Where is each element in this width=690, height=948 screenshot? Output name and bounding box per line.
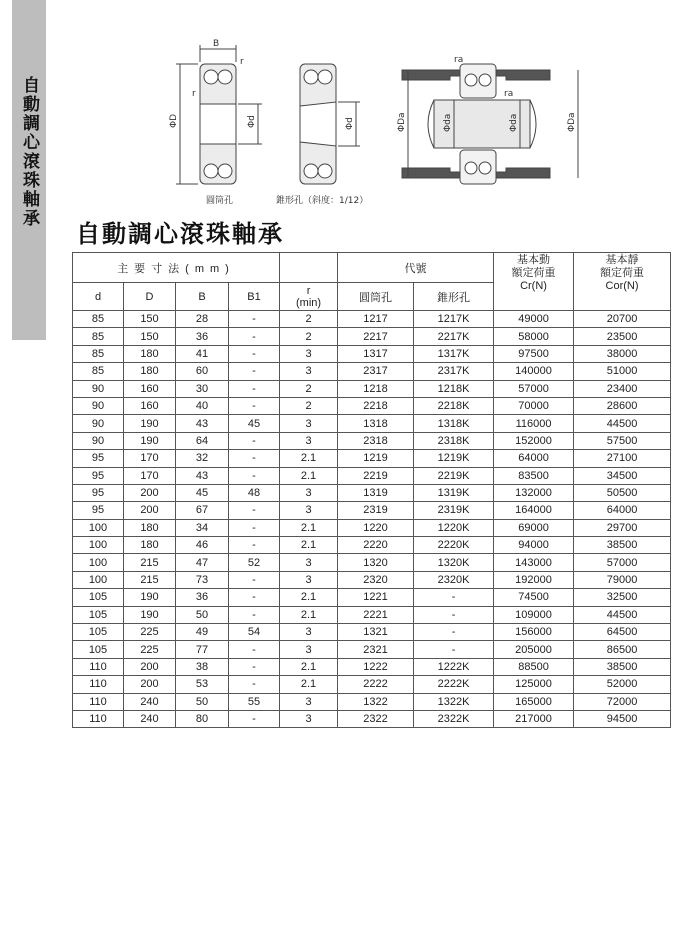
cell-dynamic-load: 143000: [494, 554, 574, 571]
table-row: [73, 450, 671, 467]
cell-cylindrical-code: 2218: [338, 397, 414, 414]
cell-B: 45: [176, 484, 229, 501]
cell-r: 3: [280, 345, 338, 362]
cell-static-load: 44500: [574, 606, 671, 623]
cell-cylindrical-code: 1317: [338, 345, 414, 362]
bearing-diagrams: [150, 36, 590, 211]
cell-B: 43: [176, 467, 229, 484]
cell-static-load: 72000: [574, 693, 671, 710]
cell-dynamic-load: 132000: [494, 484, 574, 501]
cell-dynamic-load: 165000: [494, 693, 574, 710]
header-static-load: [574, 253, 671, 311]
cell-B: 50: [176, 693, 229, 710]
cell-r: 3: [280, 432, 338, 449]
cell-B1: -: [229, 311, 280, 328]
cell-cylindrical-code: 2317: [338, 363, 414, 380]
table-row: [73, 311, 671, 328]
header-D: D: [124, 283, 176, 311]
cell-D: 200: [124, 658, 176, 675]
cell-cylindrical-code: 1319: [338, 484, 414, 501]
cell-D: 180: [124, 345, 176, 362]
cell-dynamic-load: 69000: [494, 519, 574, 536]
cell-d: 95: [73, 467, 124, 484]
cell-dynamic-load: 58000: [494, 328, 574, 345]
cell-static-load: 44500: [574, 415, 671, 432]
cell-static-load: 51000: [574, 363, 671, 380]
cell-r: 2.1: [280, 606, 338, 623]
cell-dynamic-load: 97500: [494, 345, 574, 362]
cell-d: 105: [73, 606, 124, 623]
cell-cylindrical-code: 1217: [338, 311, 414, 328]
cell-dynamic-load: 205000: [494, 641, 574, 658]
dynamic-load-line-3: Cr(N): [520, 280, 547, 292]
cell-B1: 55: [229, 693, 280, 710]
cell-B1: -: [229, 589, 280, 606]
cell-static-load: 50500: [574, 484, 671, 501]
cell-tapered-code: 2222K: [414, 676, 494, 693]
table-row: [73, 328, 671, 345]
cell-tapered-code: 1217K: [414, 311, 494, 328]
cell-static-load: 27100: [574, 450, 671, 467]
cell-dynamic-load: 83500: [494, 467, 574, 484]
label-phid-tapered: Φd: [345, 117, 355, 130]
cell-dynamic-load: 57000: [494, 380, 574, 397]
cell-D: 190: [124, 432, 176, 449]
cell-B1: -: [229, 676, 280, 693]
cell-B: 64: [176, 432, 229, 449]
cell-static-load: 38000: [574, 345, 671, 362]
cell-D: 190: [124, 606, 176, 623]
cell-d: 105: [73, 589, 124, 606]
cell-cylindrical-code: 2222: [338, 676, 414, 693]
cell-D: 180: [124, 537, 176, 554]
cell-D: 200: [124, 484, 176, 501]
cell-tapered-code: -: [414, 624, 494, 641]
cell-d: 90: [73, 397, 124, 414]
cell-B: 60: [176, 363, 229, 380]
cell-cylindrical-code: 2322: [338, 710, 414, 727]
cell-static-load: 86500: [574, 641, 671, 658]
cell-r: 2: [280, 311, 338, 328]
cell-B: 36: [176, 589, 229, 606]
cell-B1: -: [229, 467, 280, 484]
cell-B: 28: [176, 311, 229, 328]
label-phiDa-left: ΦDa: [397, 112, 407, 132]
cell-B1: 48: [229, 484, 280, 501]
cell-cylindrical-code: 1221: [338, 589, 414, 606]
cell-d: 110: [73, 676, 124, 693]
cell-tapered-code: 1219K: [414, 450, 494, 467]
cell-d: 100: [73, 537, 124, 554]
cell-cylindrical-code: 2217: [338, 328, 414, 345]
cell-D: 150: [124, 328, 176, 345]
cell-cylindrical-code: 2319: [338, 502, 414, 519]
static-load-line-2: 額定荷重: [600, 267, 645, 279]
cell-B: 73: [176, 571, 229, 588]
cell-tapered-code: -: [414, 606, 494, 623]
table-row: [73, 571, 671, 588]
cell-B: 36: [176, 328, 229, 345]
label-phida-right: Φda: [509, 113, 519, 132]
table-row: [73, 432, 671, 449]
cell-d: 110: [73, 658, 124, 675]
header-r-min: (min): [296, 296, 322, 309]
cell-static-load: 64000: [574, 502, 671, 519]
cell-tapered-code: 1319K: [414, 484, 494, 501]
cell-cylindrical-code: 1222: [338, 658, 414, 675]
label-r-side: r: [192, 89, 196, 99]
header-B: B: [176, 283, 229, 311]
cell-cylindrical-code: 2221: [338, 606, 414, 623]
cell-B: 77: [176, 641, 229, 658]
cell-d: 100: [73, 519, 124, 536]
cell-cylindrical-code: 1320: [338, 554, 414, 571]
cell-static-load: 94500: [574, 710, 671, 727]
cell-d: 95: [73, 450, 124, 467]
cell-cylindrical-code: 1218: [338, 380, 414, 397]
cell-r: 2.1: [280, 519, 338, 536]
header-d: d: [73, 283, 124, 311]
cell-static-load: 38500: [574, 537, 671, 554]
cell-B: 46: [176, 537, 229, 554]
cell-B1: 52: [229, 554, 280, 571]
cell-tapered-code: 2217K: [414, 328, 494, 345]
cell-D: 200: [124, 676, 176, 693]
table-row: [73, 397, 671, 414]
cell-tapered-code: 1320K: [414, 554, 494, 571]
cell-cylindrical-code: 1219: [338, 450, 414, 467]
label-phid: Φd: [247, 115, 257, 128]
cell-dynamic-load: 74500: [494, 589, 574, 606]
cell-D: 215: [124, 571, 176, 588]
cell-r: 3: [280, 624, 338, 641]
table-header-row-1: [73, 253, 671, 283]
cell-dynamic-load: 70000: [494, 397, 574, 414]
cell-B1: -: [229, 502, 280, 519]
cell-static-load: 29700: [574, 519, 671, 536]
cell-tapered-code: 2318K: [414, 432, 494, 449]
cell-D: 215: [124, 554, 176, 571]
cell-dynamic-load: 116000: [494, 415, 574, 432]
table-row: [73, 415, 671, 432]
cell-r: 2.1: [280, 658, 338, 675]
cell-B1: 54: [229, 624, 280, 641]
cell-D: 170: [124, 450, 176, 467]
static-load-line-1: 基本靜: [605, 254, 639, 266]
cell-D: 150: [124, 311, 176, 328]
cell-static-load: 32500: [574, 589, 671, 606]
cell-static-load: 64500: [574, 624, 671, 641]
table-row: [73, 484, 671, 501]
table-row: [73, 537, 671, 554]
cell-cylindrical-code: 1220: [338, 519, 414, 536]
label-ra-top: ra: [454, 55, 464, 65]
cell-r: 2.1: [280, 450, 338, 467]
cell-r: 3: [280, 554, 338, 571]
cell-static-load: 28600: [574, 397, 671, 414]
label-r-top: r: [240, 57, 244, 67]
cell-B: 43: [176, 415, 229, 432]
cell-B1: -: [229, 537, 280, 554]
cell-d: 100: [73, 571, 124, 588]
cell-D: 180: [124, 519, 176, 536]
side-tab: [12, 0, 46, 340]
cell-dynamic-load: 152000: [494, 432, 574, 449]
cell-static-load: 79000: [574, 571, 671, 588]
cell-r: 2: [280, 380, 338, 397]
cell-r: 2.1: [280, 537, 338, 554]
label-phiD: ΦD: [169, 113, 179, 128]
table-row: [73, 710, 671, 727]
cell-r: 3: [280, 502, 338, 519]
table-row: [73, 519, 671, 536]
dynamic-load-line-2: 額定荷重: [511, 267, 556, 279]
cell-D: 160: [124, 380, 176, 397]
header-B1: B1: [229, 283, 280, 311]
bearing-drawings: [150, 36, 590, 211]
cell-B: 41: [176, 345, 229, 362]
cell-D: 225: [124, 624, 176, 641]
cell-d: 110: [73, 710, 124, 727]
table-row: [73, 554, 671, 571]
cell-tapered-code: -: [414, 589, 494, 606]
cell-cylindrical-code: 2220: [338, 537, 414, 554]
cell-static-load: 20700: [574, 311, 671, 328]
cell-tapered-code: 2322K: [414, 710, 494, 727]
table-row: [73, 624, 671, 641]
cell-r: 3: [280, 415, 338, 432]
cell-tapered-code: 2219K: [414, 467, 494, 484]
cell-static-load: 23500: [574, 328, 671, 345]
cell-d: 105: [73, 641, 124, 658]
cell-d: 85: [73, 311, 124, 328]
cell-B1: -: [229, 397, 280, 414]
cell-tapered-code: 1222K: [414, 658, 494, 675]
cell-B1: -: [229, 380, 280, 397]
dynamic-load-line-1: 基本動: [517, 254, 551, 266]
caption-tapered: 錐形孔（斜度：1/12）: [276, 196, 369, 206]
cell-d: 85: [73, 363, 124, 380]
cell-B: 34: [176, 519, 229, 536]
cell-d: 90: [73, 380, 124, 397]
caption-cylindrical: 圓筒孔: [206, 196, 234, 206]
cell-B: 32: [176, 450, 229, 467]
cell-d: 90: [73, 432, 124, 449]
cell-B: 49: [176, 624, 229, 641]
cell-B1: -: [229, 450, 280, 467]
cell-B1: -: [229, 432, 280, 449]
cell-r: 3: [280, 484, 338, 501]
label-phida-left: Φda: [443, 113, 453, 132]
cell-d: 85: [73, 345, 124, 362]
cell-tapered-code: 1317K: [414, 345, 494, 362]
cell-D: 225: [124, 641, 176, 658]
mounting-drawing: [402, 64, 578, 184]
cell-B1: -: [229, 658, 280, 675]
header-tapered-bore: 錐形孔: [414, 283, 494, 311]
cell-B1: -: [229, 710, 280, 727]
cell-cylindrical-code: 1322: [338, 693, 414, 710]
cell-tapered-code: 2317K: [414, 363, 494, 380]
cell-B1: -: [229, 328, 280, 345]
cell-B1: -: [229, 571, 280, 588]
page-title: 自動調心滾珠軸承: [76, 220, 284, 248]
cell-tapered-code: 1220K: [414, 519, 494, 536]
cell-cylindrical-code: 2318: [338, 432, 414, 449]
cell-tapered-code: 2220K: [414, 537, 494, 554]
cylindrical-bearing-drawing: [176, 45, 262, 184]
cell-r: 2: [280, 397, 338, 414]
cell-d: 105: [73, 624, 124, 641]
cell-B: 50: [176, 606, 229, 623]
cell-static-load: 52000: [574, 676, 671, 693]
cell-cylindrical-code: 1318: [338, 415, 414, 432]
cell-B: 47: [176, 554, 229, 571]
cell-cylindrical-code: 2321: [338, 641, 414, 658]
cell-cylindrical-code: 2320: [338, 571, 414, 588]
table-row: [73, 380, 671, 397]
cell-tapered-code: 2319K: [414, 502, 494, 519]
table-row: [73, 345, 671, 362]
cell-d: 85: [73, 328, 124, 345]
table-row: [73, 641, 671, 658]
cell-d: 110: [73, 693, 124, 710]
cell-r: 2.1: [280, 467, 338, 484]
cell-dynamic-load: 109000: [494, 606, 574, 623]
cell-r: 3: [280, 710, 338, 727]
cell-D: 160: [124, 397, 176, 414]
cell-static-load: 23400: [574, 380, 671, 397]
label-ra-mid: ra: [504, 89, 514, 99]
cell-r: 2.1: [280, 589, 338, 606]
table-row: [73, 606, 671, 623]
header-code: 代號: [338, 253, 494, 283]
cell-B: 53: [176, 676, 229, 693]
cell-dynamic-load: 88500: [494, 658, 574, 675]
cell-d: 95: [73, 484, 124, 501]
cell-B: 80: [176, 710, 229, 727]
cell-dynamic-load: 192000: [494, 571, 574, 588]
cell-B: 67: [176, 502, 229, 519]
cell-B1: -: [229, 606, 280, 623]
cell-static-load: 57000: [574, 554, 671, 571]
cell-dynamic-load: 94000: [494, 537, 574, 554]
cell-static-load: 38500: [574, 658, 671, 675]
cell-dynamic-load: 140000: [494, 363, 574, 380]
cell-D: 240: [124, 693, 176, 710]
cell-tapered-code: -: [414, 641, 494, 658]
cell-r: 2.1: [280, 676, 338, 693]
cell-dynamic-load: 217000: [494, 710, 574, 727]
header-r: [280, 283, 338, 311]
cell-static-load: 57500: [574, 432, 671, 449]
cell-cylindrical-code: 1321: [338, 624, 414, 641]
cell-d: 100: [73, 554, 124, 571]
bearing-spec-table: [72, 252, 671, 728]
cell-B1: -: [229, 363, 280, 380]
cell-tapered-code: 1318K: [414, 415, 494, 432]
table-row: [73, 502, 671, 519]
cell-B: 30: [176, 380, 229, 397]
cell-cylindrical-code: 2219: [338, 467, 414, 484]
cell-r: 2: [280, 328, 338, 345]
cell-static-load: 34500: [574, 467, 671, 484]
cell-tapered-code: 2320K: [414, 571, 494, 588]
cell-tapered-code: 1218K: [414, 380, 494, 397]
header-r-label: r: [306, 284, 311, 297]
cell-r: 3: [280, 693, 338, 710]
cell-D: 180: [124, 363, 176, 380]
cell-D: 240: [124, 710, 176, 727]
cell-D: 170: [124, 467, 176, 484]
cell-tapered-code: 2218K: [414, 397, 494, 414]
table-body: [73, 311, 671, 728]
cell-r: 3: [280, 571, 338, 588]
header-cylindrical-bore: 圓筒孔: [338, 283, 414, 311]
cell-r: 3: [280, 641, 338, 658]
cell-B: 40: [176, 397, 229, 414]
header-dynamic-load: [494, 253, 574, 311]
static-load-line-3: Cor(N): [605, 280, 639, 292]
cell-dynamic-load: 64000: [494, 450, 574, 467]
cell-D: 190: [124, 415, 176, 432]
cell-D: 190: [124, 589, 176, 606]
header-main-dimensions: 主要寸法(mm): [73, 253, 280, 283]
label-phiDa-right: ΦDa: [567, 112, 577, 132]
cell-tapered-code: 1322K: [414, 693, 494, 710]
table-row: [73, 658, 671, 675]
label-B: B: [213, 39, 220, 49]
cell-D: 200: [124, 502, 176, 519]
cell-B1: -: [229, 345, 280, 362]
table-row: [73, 363, 671, 380]
table-row: [73, 589, 671, 606]
cell-d: 95: [73, 502, 124, 519]
cell-r: 3: [280, 363, 338, 380]
header-r-spacer: [280, 253, 338, 283]
cell-B: 38: [176, 658, 229, 675]
side-tab-text: 自動調心滾珠軸承: [19, 76, 39, 228]
cell-d: 90: [73, 415, 124, 432]
cell-B1: -: [229, 519, 280, 536]
table-row: [73, 676, 671, 693]
cell-dynamic-load: 164000: [494, 502, 574, 519]
table-row: [73, 467, 671, 484]
cell-dynamic-load: 49000: [494, 311, 574, 328]
cell-B1: -: [229, 641, 280, 658]
table-row: [73, 693, 671, 710]
cell-dynamic-load: 125000: [494, 676, 574, 693]
cell-dynamic-load: 156000: [494, 624, 574, 641]
cell-B1: 45: [229, 415, 280, 432]
